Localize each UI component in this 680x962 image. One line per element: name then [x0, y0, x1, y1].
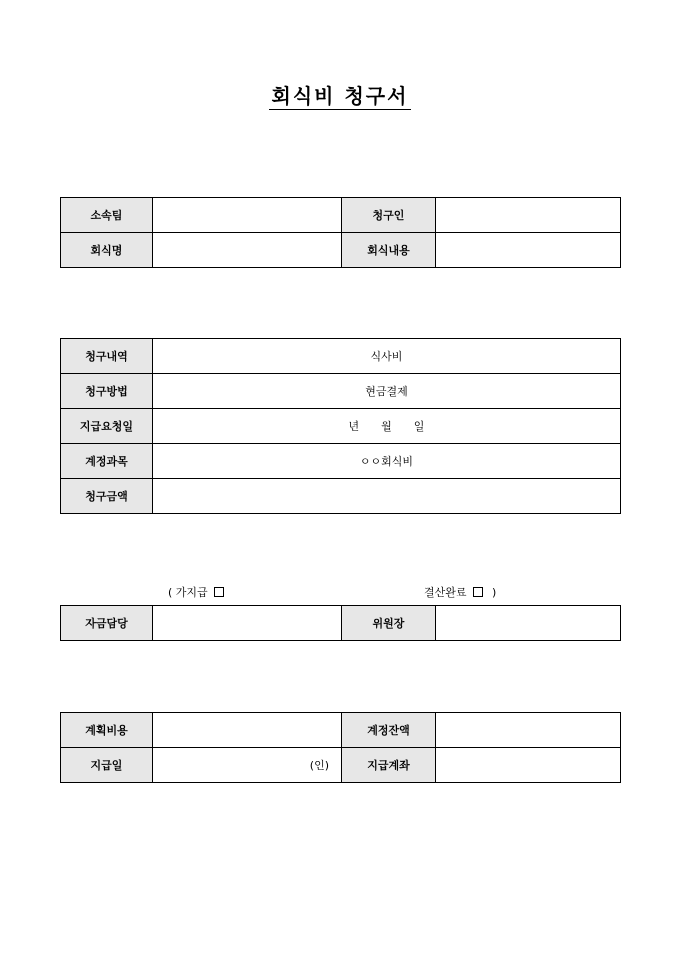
claim-details-table: [60, 338, 621, 514]
advance-payment-checkbox[interactable]: [214, 587, 224, 597]
team-label: 소속팀: [61, 198, 153, 233]
settlement-complete-label: 결산완료: [424, 586, 467, 599]
document-title: 회식비 청구서: [0, 80, 680, 109]
settlement-complete-checkbox[interactable]: [473, 587, 483, 597]
table-row: [61, 409, 621, 444]
table-row: [61, 479, 621, 514]
dinner-name-field[interactable]: [153, 233, 342, 268]
seal-mark: (인): [309, 759, 329, 772]
pay-date-label: 지급일: [61, 748, 153, 783]
payment-request-date-label: 지급요청일: [61, 409, 153, 444]
claim-item-field[interactable]: 식사비: [153, 339, 621, 374]
requester-label: 청구인: [342, 198, 436, 233]
fund-manager-field[interactable]: [153, 606, 342, 641]
planned-cost-field[interactable]: [153, 713, 342, 748]
claim-method-field[interactable]: 현금결제: [153, 374, 621, 409]
payment-request-date-field[interactable]: 년 월 일: [153, 409, 621, 444]
settlement-complete-option: [424, 584, 496, 600]
claim-item-label: 청구내역: [61, 339, 153, 374]
pay-account-field[interactable]: [436, 748, 621, 783]
chairperson-field[interactable]: [436, 606, 621, 641]
payment-table: [60, 712, 621, 783]
table-row: [61, 444, 621, 479]
advance-payment-label: ( 가지급: [168, 586, 208, 599]
table-row: [61, 339, 621, 374]
account-title-label: 계정과목: [61, 444, 153, 479]
team-field[interactable]: [153, 198, 342, 233]
requester-info-table: [60, 197, 621, 268]
claim-method-label: 청구방법: [61, 374, 153, 409]
close-paren: ): [492, 586, 497, 599]
account-balance-label: 계정잔액: [342, 713, 436, 748]
claim-amount-field[interactable]: [153, 479, 621, 514]
dinner-content-label: 회식내용: [342, 233, 436, 268]
pay-account-label: 지급계좌: [342, 748, 436, 783]
fund-manager-label: 자금담당: [61, 606, 153, 641]
account-title-field[interactable]: ㅇㅇ회식비: [153, 444, 621, 479]
chairperson-label: 위원장: [342, 606, 436, 641]
account-balance-field[interactable]: [436, 713, 621, 748]
requester-field[interactable]: [436, 198, 621, 233]
advance-payment-option: [168, 584, 224, 600]
approval-table: [60, 605, 621, 641]
planned-cost-label: 계획비용: [61, 713, 153, 748]
table-row: [61, 374, 621, 409]
claim-amount-label: 청구금액: [61, 479, 153, 514]
pay-date-field[interactable]: [153, 748, 342, 783]
dinner-name-label: 회식명: [61, 233, 153, 268]
dinner-content-field[interactable]: [436, 233, 621, 268]
